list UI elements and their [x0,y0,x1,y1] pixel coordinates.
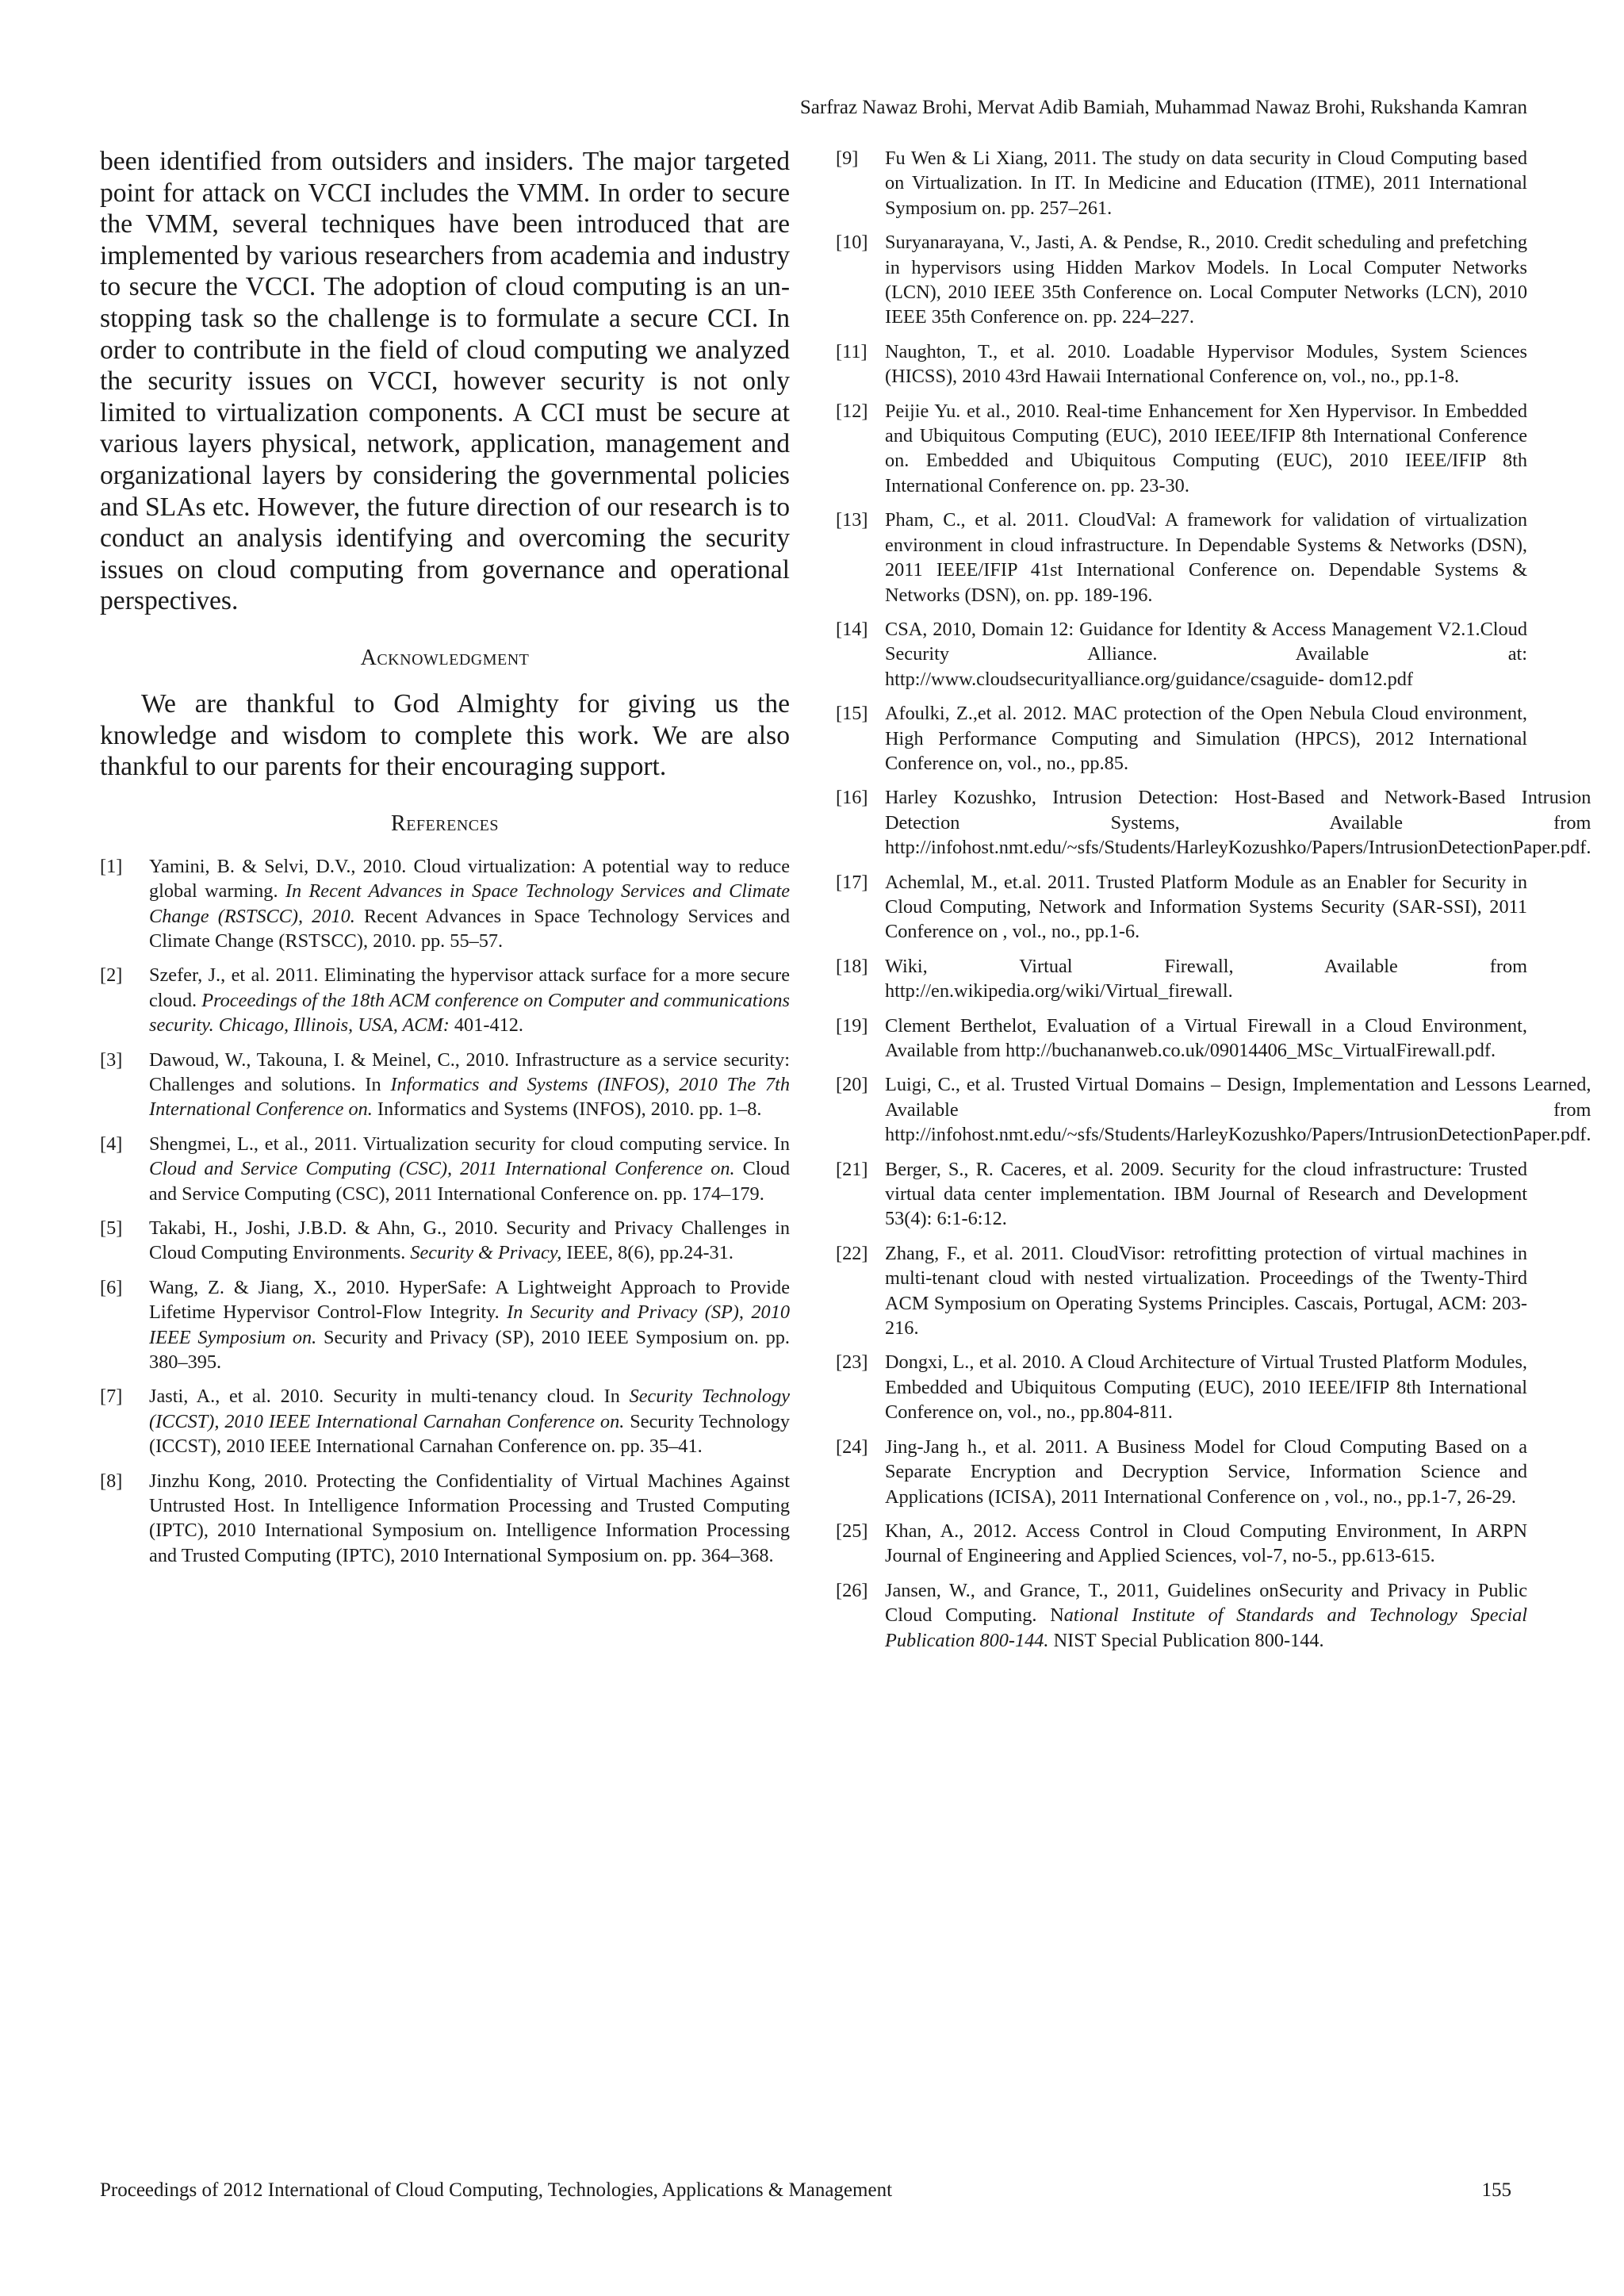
reference-number: [20] [836,1074,868,1096]
reference-text [885,954,1527,1004]
reference-item [836,146,1527,220]
reference-text [885,146,1527,220]
reference-text-segment: Shengmei, L., et al., 2011. Virtualization security for cloud computing service. In [149,1133,790,1155]
reference-item [836,1157,1527,1232]
reference-text [885,1350,1527,1424]
reference-number: [17] [836,871,868,893]
reference-text [149,1216,790,1266]
reference-number: [18] [836,955,868,977]
reference-item [100,1384,790,1458]
reference-item [100,1275,790,1375]
reference-text-segment: CSA, 2010, Domain 12: Guidance for Identity & Access Management V2.1.Cloud Security Alliance. Available at: http://www.cloudsecurityalliance.org/guidance/csaguide- dom12.pdf [885,618,1527,690]
reference-number: [1] [100,855,123,877]
reference-venue-italic: Cloud and Service Computing (CSC), 2011 International Conference on. [149,1158,735,1180]
reference-item [836,230,1527,330]
reference-item [836,954,1527,1004]
reference-number: [9] [836,148,859,169]
reference-item [100,1469,790,1569]
reference-text-segment: Recent Advances in Space Technology Services and Climate Change (RSTSCC), 2010. pp. 55–57. [149,905,790,952]
reference-text-segment: Suryanarayana, V., Jasti, A. & Pendse, R., 2010. Credit scheduling and prefetching in hypervisors using Hidden Markov Models. In Local Computer Networks (LCN), 2010 IEEE 35th Conference on. Local Computer Networks (LCN), 2010 IEEE 35th Conference on. pp. 224–227. [885,232,1527,328]
reference-number: [6] [100,1276,123,1298]
reference-venue-italic: In Security and Privacy (SP), 2010 IEEE Symposium on. [149,1301,790,1348]
reference-text [885,1241,1527,1341]
reference-text-segment: Naughton, T., et al. 2010. Loadable Hypervisor Modules, System Sciences (HICSS), 2010 43rd Hawaii International Conference on, vol., no., pp.1-8. [885,340,1527,388]
reference-venue-italic: Security Technology (ICCST), 2010 IEEE International Carnahan Conference on. [149,1386,790,1432]
reference-item [100,963,790,1037]
reference-text-segment: Dawoud, W., Takouna, I. & Meinel, C., 2010. Infrastructure as a service security: Challenges and solutions. In [149,1048,790,1095]
reference-text-segment: Clement Berthelot, Evaluation of a Virtual Firewall in a Cloud Environment, Available from http://buchananweb.co.uk/09014406_MSc_VirtualFirewall.pdf. [885,1014,1527,1061]
reference-item [836,1072,1591,1147]
reference-text [885,1014,1527,1064]
reference-text [885,785,1591,860]
reference-item [100,1216,790,1266]
reference-text [149,1275,790,1375]
reference-text [885,617,1527,692]
reference-text-segment: Harley Kozushko, Intrusion Detection: Host-Based and Network-Based Intrusion Detection Systems, Available from http://infohost.nmt.edu/~sfs/Students/HarleyKozushko/Papers/IntrusionDetectionPaper.pdf. [885,787,1591,859]
reference-item [836,701,1527,776]
reference-text-segment: Security and Privacy (SP), 2010 IEEE Symposium on. pp. 380–395. [149,1326,790,1373]
reference-number: [2] [100,964,123,987]
reference-text-segment: Cloud and Service Computing (CSC), 2011 International Conference on. pp. 174–179. [149,1158,790,1205]
reference-number: [13] [836,509,868,531]
reference-number: [7] [100,1386,123,1408]
reference-item [836,870,1527,945]
reference-number: [12] [836,400,868,422]
reference-text [885,1157,1527,1232]
reference-text-segment: Zhang, F., et al. 2011. CloudVisor: retrofitting protection of virtual machines in multi-tenant cloud with nested virtualization. Proceedings of the Twenty-Third ACM Symposium on Operating Systems Principles. Cascais, Portugal, ACM: 203-216. [885,1242,1527,1340]
reference-item [836,1519,1527,1569]
reference-text [885,701,1527,776]
reference-number: [16] [836,787,868,809]
reference-number: [26] [836,1579,868,1601]
reference-item [836,1241,1527,1341]
reference-number: [23] [836,1351,868,1374]
right-column [836,146,1591,1662]
reference-text-segment: Dongxi, L., et al. 2010. A Cloud Architecture of Virtual Trusted Platform Modules, Embedded and Ubiquitous Computing (EUC), 2010 IEEE/IFIP 8th International Conference on, vol., no., pp.804-811. [885,1351,1527,1424]
reference-number: [21] [836,1158,868,1180]
reference-text-segment: Berger, S., R. Caceres, et al. 2009. Security for the cloud infrastructure: Trusted virtual data center implementation. IBM Journal of Research and Development 53(4): 6:1-6:12. [885,1158,1527,1230]
reference-list-right [836,146,1591,1653]
reference-text-segment: Jinzhu Kong, 2010. Protecting the Confidentiality of Virtual Machines Against Untrusted Host. In Intelligence Information Processing and Trusted Computing (IPTC), 2010 International Symposium on. Intelligence Information Processing and Trusted Computing (IPTC), 2010 International Symposium on. pp. 364–368. [149,1470,790,1566]
reference-number: [8] [100,1470,123,1492]
reference-text [885,508,1527,608]
reference-item [836,508,1527,608]
reference-venue-italic: ational Institute of Standards and Technology Special Publication 800-144. [885,1604,1527,1651]
reference-text-segment: Achemlal, M., et.al. 2011. Trusted Platform Module as an Enabler for Security in Cloud Computing, Network and Information Systems Security (SAR-SSI), 2011 Conference on , vol., no., pp.1-6. [885,871,1527,943]
reference-text-segment: Yamini, B. & Selvi, D.V., 2010. Cloud virtualization: A potential way to reduce global warming. [149,855,790,903]
reference-text-segment: Luigi, C., et al. Trusted Virtual Domains – Design, Implementation and Lessons Learned, Available from http://infohost.nmt.edu/~sfs/Students/HarleyKozushko/Papers/IntrusionDetectionPaper.pdf. [885,1074,1591,1146]
reference-item [836,1350,1527,1424]
reference-item [836,399,1527,499]
reference-text [885,870,1527,945]
reference-item [836,785,1591,860]
running-header: Sarfraz Nawaz Brohi, Mervat Adib Bamiah, Muhammad Nawaz Brohi, Rukshanda Kamran [799,97,1527,118]
reference-text [149,1048,790,1122]
reference-text [149,1384,790,1458]
reference-text-segment: Afoulki, Z.,et al. 2012. MAC protection of the Open Nebula Cloud environment, High Performance Computing and Simulation (HPCS), 2012 International Conference on, vol., no., pp.85. [885,703,1527,774]
references-heading: References [391,811,499,836]
reference-number: [14] [836,618,868,640]
reference-text-segment: IEEE, 8(6), pp.24-31. [561,1242,733,1264]
reference-number: [4] [100,1133,123,1155]
reference-number: [15] [836,703,868,725]
page-footer [100,2179,1511,2202]
reference-item [100,1132,790,1206]
acknowledgment-heading: Acknowledgment [360,645,530,670]
acknowledgment-paragraph: We are thankful to God Almighty for giving us the knowledge and wisdom to complete this work. We are also thankful to our parents for their encouraging support. [100,688,790,782]
reference-number: [10] [836,232,868,254]
reference-text [885,399,1527,499]
reference-text [149,1132,790,1206]
reference-item [100,1048,790,1122]
reference-text-segment: Szefer, J., et al. 2011. Eliminating the hypervisor attack surface for a more secure cloud. [149,964,790,1011]
reference-text [885,1519,1527,1569]
reference-text-segment: Khan, A., 2012. Access Control in Cloud Computing Environment, In ARPN Journal of Engineering and Applied Sciences, vol-7, no-5., pp.613-615. [885,1520,1527,1567]
reference-text-segment: 401-412. [449,1014,523,1037]
reference-number: [22] [836,1242,868,1264]
reference-number: [25] [836,1520,868,1542]
reference-number: [24] [836,1435,868,1458]
reference-text-segment: Jasti, A., et al. 2010. Security in multi-tenancy cloud. In [149,1386,630,1408]
conclusion-paragraph: been identified from outsiders and insiders. The major targeted point for attack on VCCI includes the VMM. In order to secure the VMM, several techniques have been introduced that are implemented by various researchers from academia and industry to secure the VCCI. The adoption of cloud computing is an un-stopping task so the challenge is to formulate a secure CCI. In order to contribute in the field of cloud computing we analyzed the security issues on VCCI, however security is not only limited to virtualization components. A CCI must be secure at various layers physical, network, application, management and organizational layers by considering the governmental policies and SLAs etc. However, the future direction of our research is to conduct an analysis identifying and overcoming the security issues on cloud computing from governance and operational perspectives. [100,147,790,616]
reference-text-segment: Jing-Jang h., et al. 2011. A Business Model for Cloud Computing Based on a Separate Encryption and Decryption Service, Information Science and Applications (ICISA), 2011 International Conference on , vol., no., pp.1-7, 26-29. [885,1435,1527,1508]
reference-text-segment: Pham, C., et al. 2011. CloudVal: A framework for validation of virtualization environment in cloud infrastructure. In Dependable Systems & Networks (DSN), 2011 IEEE/IFIP 41st International Conference on. Dependable Systems & Networks (DSN), on. pp. 189-196. [885,509,1527,606]
reference-number: [11] [836,340,868,362]
reference-text-segment: Jansen, W., and Grance, T., 2011, Guidelines onSecurity and Privacy in Public Cloud Computing. N [885,1579,1527,1627]
reference-text-segment: Takabi, H., Joshi, J.B.D. & Ahn, G., 2010. Security and Privacy Challenges in Cloud Computing Environments. [149,1217,790,1264]
reference-text-segment: Security Technology (ICCST), 2010 IEEE International Carnahan Conference on. pp. 35–41. [149,1410,790,1458]
reference-text-segment: Peijie Yu. et al., 2010. Real-time Enhancement for Xen Hypervisor. In Embedded and Ubiquitous Computing (EUC), 2010 IEEE/IFIP 8th International Conference on. Embedded and Ubiquitous Computing (EUC), 2010 IEEE/IFIP 8th International Conference on. pp. 23-30. [885,400,1527,496]
reference-text-segment: NIST Special Publication 800-144. [1048,1629,1324,1651]
reference-text [149,1469,790,1569]
reference-text [149,854,790,954]
reference-item [100,854,790,954]
reference-text-segment: Wiki, Virtual Firewall, Available from http://en.wikipedia.org/wiki/Virtual_firewall. [885,955,1527,1002]
reference-venue-italic: Informatics and Systems (INFOS), 2010 The 7th International Conference on. [149,1073,790,1121]
reference-text [885,1435,1527,1509]
left-column [100,146,790,1577]
reference-item [836,1014,1527,1064]
reference-text [885,230,1527,330]
reference-venue-italic: In Recent Advances in Space Technology Services and Climate Change (RSTSCC), 2010. [149,880,790,927]
reference-number: [3] [100,1048,123,1071]
reference-list-left [100,854,790,1569]
reference-text [885,1072,1591,1147]
reference-item [836,617,1527,692]
page-number: 155 [1481,2179,1511,2201]
proceedings-title: Proceedings of 2012 International of Cloud Computing, Technologies, Applications & Management [100,2179,893,2201]
reference-item [836,1578,1527,1653]
reference-venue-italic: Proceedings of the 18th ACM conference on Computer and communications security. Chicago, Illinois, USA, ACM: [149,989,790,1037]
reference-text [885,339,1527,389]
reference-item [836,339,1527,389]
reference-venue-italic: Security & Privacy, [410,1242,562,1264]
reference-item [836,1435,1527,1509]
reference-text [885,1578,1527,1653]
reference-text-segment: Fu Wen & Li Xiang, 2011. The study on data security in Cloud Computing based on Virtualization. In IT. In Medicine and Education (ITME), 2011 International Symposium on. pp. 257–261. [885,148,1527,219]
reference-number: [5] [100,1217,123,1239]
reference-number: [19] [836,1014,868,1037]
reference-text-segment: Informatics and Systems (INFOS), 2010. pp. 1–8. [372,1098,762,1121]
reference-text [149,963,790,1037]
reference-text-segment: Wang, Z. & Jiang, X., 2010. HyperSafe: A Lightweight Approach to Provide Lifetime Hypervisor Control-Flow Integrity. [149,1276,790,1324]
